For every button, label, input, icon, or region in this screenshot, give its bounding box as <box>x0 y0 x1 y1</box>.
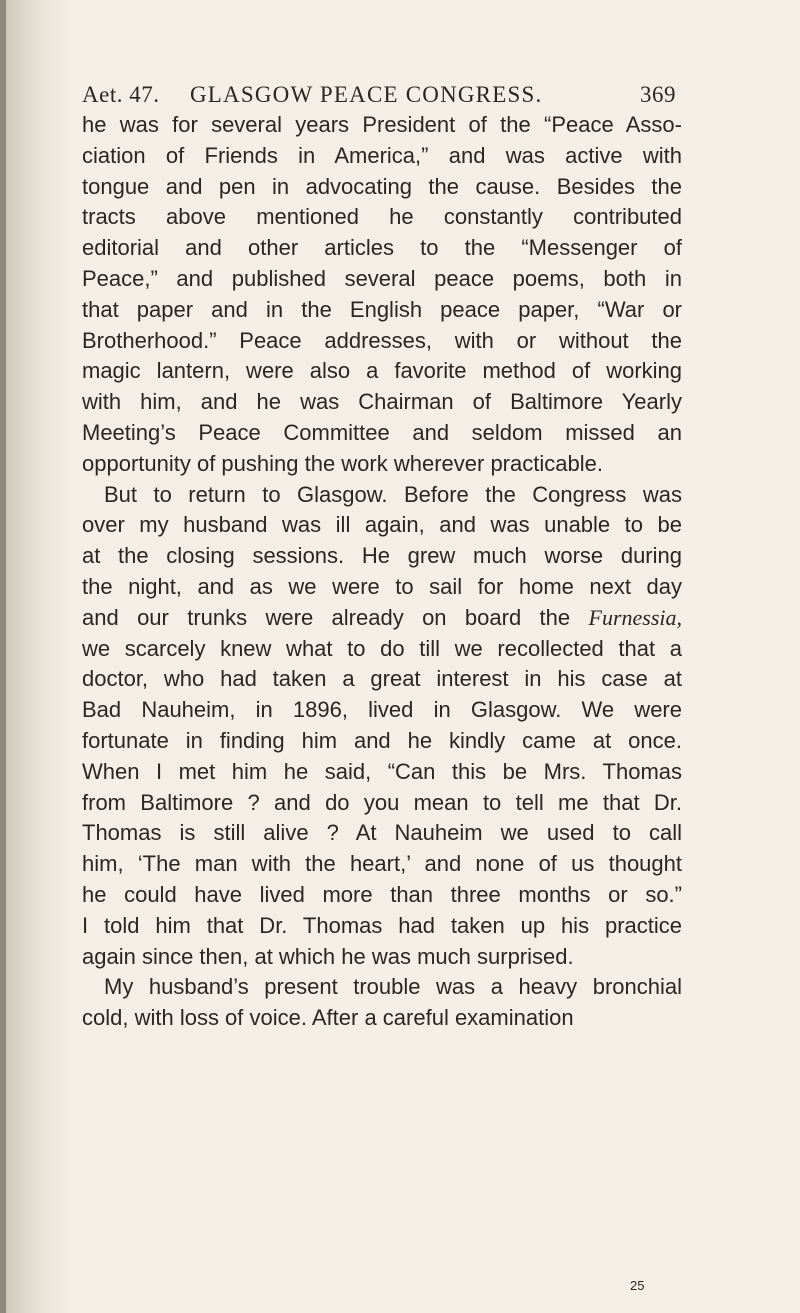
signature-mark: 25 <box>630 1278 645 1293</box>
running-head-block <box>82 72 682 112</box>
text-line: from Baltimore ? and do you mean to tell me that Dr. <box>82 789 682 815</box>
text-fragment: and our trunks were already on board the <box>82 604 589 630</box>
text-line: over my husband was ill again, and was unable to be <box>82 512 682 538</box>
text-line: with him, and he was Chairman of Baltimore Yearly <box>82 389 682 415</box>
text-line: Bad Nauheim, in 1896, lived in Glasgow. We were <box>82 697 682 723</box>
text-line: When I met him he said, “Can this be Mrs. Thomas <box>82 758 682 784</box>
body-text <box>82 110 682 1034</box>
text-line: Peace,” and published several peace poems, both in <box>82 265 682 291</box>
text-line: at the closing sessions. He grew much worse during <box>82 543 682 569</box>
page-number: 369 <box>640 82 676 107</box>
text-line: cold, with loss of voice. After a careful examination <box>82 1005 574 1031</box>
text-line: My husband’s present trouble was a heavy bronchial <box>104 974 682 1000</box>
text-line: he could have lived more than three months or so.” <box>82 881 682 907</box>
text-line: magic lantern, were also a favorite method of working <box>82 358 682 384</box>
text-line: doctor, who had taken a great interest in his case at <box>82 666 682 692</box>
text-line: tongue and pen in advocating the cause. Besides the <box>82 173 682 199</box>
text-line: that paper and in the English peace paper, “War or <box>82 296 682 322</box>
running-head <box>82 72 682 112</box>
text-line: Thomas is still alive ? At Nauheim we used to call <box>82 820 682 846</box>
ship-name: Furnessia, <box>588 604 682 630</box>
text-line: he was for several years President of the “Peace Asso- <box>82 112 682 137</box>
text-line: Brotherhood.” Peace addresses, with or without the <box>82 327 682 353</box>
running-head-title: GLASGOW PEACE CONGRESS. <box>190 82 543 107</box>
text-line: him, ‘The man with the heart,’ and none of us thought <box>82 851 682 877</box>
text-line: the night, and as we were to sail for home next day <box>82 573 682 599</box>
text-line: ciation of Friends in America,” and was active with <box>82 142 682 168</box>
text-line: editorial and other articles to the “Messenger of <box>82 235 682 261</box>
running-head-age: Aet. 47. <box>82 82 160 107</box>
binding-gutter-shadow <box>0 0 70 1313</box>
text-line: opportunity of pushing the work wherever practicable. <box>82 450 603 476</box>
text-line-with-italic <box>82 603 682 634</box>
binding-edge <box>0 0 6 1313</box>
text-line: But to return to Glasgow. Before the Congress was <box>104 481 682 507</box>
text-line: again since then, at which he was much surprised. <box>82 943 574 969</box>
text-line: we scarcely knew what to do till we recollected that a <box>82 635 682 661</box>
text-line: tracts above mentioned he constantly contributed <box>82 204 682 230</box>
text-line: fortunate in finding him and he kindly came at once. <box>82 727 682 753</box>
text-line: I told him that Dr. Thomas had taken up his practice <box>82 912 682 938</box>
text-line: Meeting’s Peace Committee and seldom missed an <box>82 419 682 445</box>
